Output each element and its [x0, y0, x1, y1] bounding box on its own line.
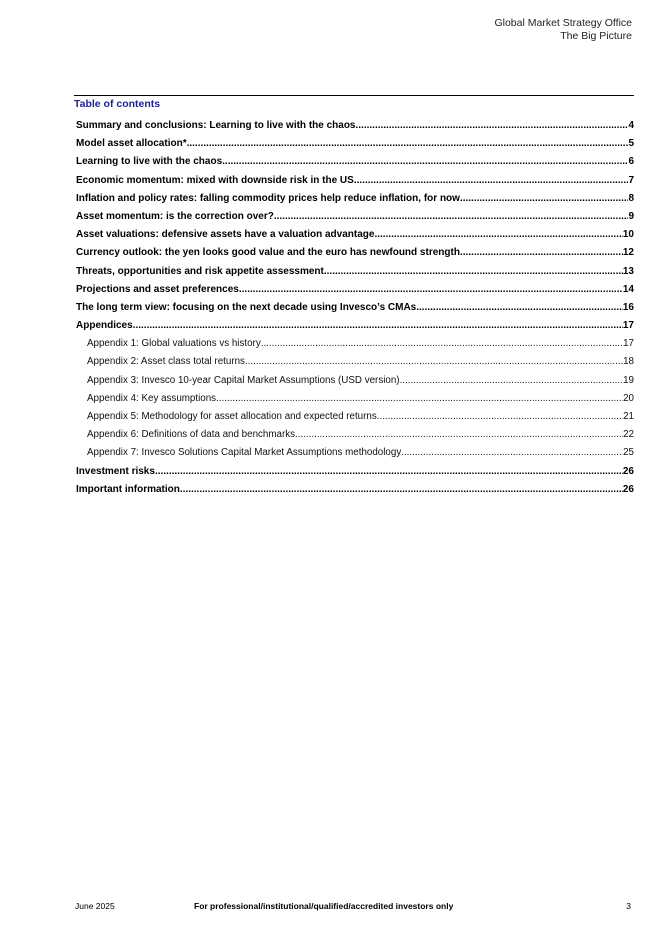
toc-entry[interactable]	[74, 138, 634, 156]
toc-entry[interactable]	[74, 229, 634, 247]
toc-entry-page-number: 6	[628, 156, 634, 168]
toc-entry[interactable]	[74, 447, 634, 465]
toc-entry[interactable]	[74, 484, 634, 502]
toc-entry-page-number: 25	[623, 447, 634, 459]
toc-entry[interactable]	[74, 247, 634, 265]
toc-dot-leader	[295, 429, 623, 441]
toc-dot-leader	[416, 302, 623, 314]
toc-entry-page-number: 22	[623, 429, 634, 441]
toc-entry-label: Appendix 2: Asset class total returns	[87, 356, 245, 368]
toc-entry-label: Inflation and policy rates: falling commodity prices help reduce inflation, for now	[76, 192, 460, 204]
toc-entry[interactable]	[74, 266, 634, 284]
toc-entry[interactable]	[74, 193, 634, 211]
toc-entry-page-number: 16	[622, 301, 634, 313]
toc-entry[interactable]	[74, 466, 634, 484]
toc-dot-leader	[216, 393, 623, 405]
toc-entry-label: Asset valuations: defensive assets have a valuation advantage	[76, 229, 375, 241]
toc-dot-leader	[133, 320, 623, 332]
toc-entry-page-number: 12	[622, 247, 634, 259]
page-header	[494, 17, 632, 42]
toc-entry[interactable]	[74, 120, 634, 138]
toc-dot-leader	[377, 411, 623, 423]
toc-entry[interactable]	[74, 211, 634, 229]
toc-entry[interactable]	[74, 375, 634, 393]
toc-entry-label: Appendices	[76, 320, 133, 332]
toc-entry-page-number: 14	[622, 283, 634, 295]
toc-dot-leader	[400, 375, 624, 387]
toc-entry[interactable]	[74, 175, 634, 193]
toc-entry-label: Appendix 7: Invesco Solutions Capital Market Assumptions methodology	[87, 447, 402, 459]
footer-page-number: 3	[626, 901, 631, 911]
toc-entry-page-number: 9	[628, 210, 634, 222]
toc-entry-label: Projections and asset preferences	[76, 283, 239, 295]
toc-entry-label: Summary and conclusions: Learning to live with the chaos	[76, 120, 356, 131]
toc-dot-leader	[374, 229, 622, 241]
header-publication-name: The Big Picture	[560, 29, 632, 42]
toc-entry-page-number: 4	[628, 120, 634, 131]
toc-dot-leader	[155, 466, 623, 478]
toc-entry-label: Model asset allocation*	[76, 138, 187, 150]
toc-entry-label: Currency outlook: the yen looks good value and the euro has newfound strength	[76, 247, 460, 259]
toc-entry-label: Asset momentum: is the correction over?	[76, 210, 274, 222]
footer-disclaimer: For professional/institutional/qualified/accredited investors only	[194, 901, 454, 911]
toc-entry-label: Important information	[76, 483, 180, 495]
toc-entry-page-number: 13	[622, 265, 634, 277]
page-footer	[75, 900, 631, 912]
toc-entry-page-number: 19	[623, 374, 634, 386]
toc-entry-page-number: 10	[622, 229, 634, 241]
toc-entry-label: Appendix 5: Methodology for asset allocation and expected returns	[87, 411, 377, 422]
toc-entry-label: Appendix 1: Global valuations vs history	[87, 338, 261, 350]
toc-title: Table of contents	[74, 98, 161, 110]
toc-entry-label: Appendix 4: Key assumptions	[87, 392, 217, 404]
toc-entry[interactable]	[74, 320, 634, 338]
header-office-name: Global Market Strategy Office	[494, 17, 632, 29]
toc-dot-leader	[324, 266, 623, 278]
toc-entry-page-number: 5	[628, 138, 634, 150]
toc-entry[interactable]	[74, 411, 634, 429]
toc-dot-leader	[460, 247, 623, 259]
toc-dot-leader	[356, 120, 629, 132]
toc-list	[74, 120, 634, 502]
toc-dot-leader	[261, 338, 623, 350]
toc-entry[interactable]	[74, 156, 634, 174]
toc-entry[interactable]	[74, 284, 634, 302]
toc-entry[interactable]	[74, 429, 634, 447]
toc-dot-leader	[187, 138, 629, 150]
toc-entry-page-number: 8	[628, 192, 634, 204]
toc-entry-page-number: 21	[623, 411, 634, 422]
toc-dot-leader	[222, 156, 628, 168]
toc-entry-page-number: 26	[622, 483, 634, 495]
toc-entry[interactable]	[74, 338, 634, 356]
toc-entry-page-number: 17	[622, 320, 634, 332]
toc-entry[interactable]	[74, 393, 634, 411]
toc-entry-label: Economic momentum: mixed with downside risk in the US	[76, 174, 354, 186]
toc-entry-label: Investment risks	[76, 465, 155, 477]
toc-entry-label: Appendix 6: Definitions of data and benchmarks	[87, 429, 296, 441]
toc-dot-leader	[274, 211, 629, 223]
toc-entry-label: The long term view: focusing on the next decade using Invesco’s CMAs	[76, 301, 417, 313]
toc-entry-label: Threats, opportunities and risk appetite assessment	[76, 265, 324, 277]
toc-entry-page-number: 17	[623, 338, 634, 350]
toc-entry-label: Appendix 3: Invesco 10-year Capital Market Assumptions (USD version)	[87, 374, 400, 386]
table-of-contents	[74, 95, 634, 502]
toc-entry[interactable]	[74, 302, 634, 320]
toc-entry[interactable]	[74, 356, 634, 374]
footer-date: June 2025	[75, 901, 115, 911]
toc-dot-leader	[245, 356, 623, 368]
toc-entry-label: Learning to live with the chaos	[76, 156, 223, 168]
toc-dot-leader	[354, 175, 629, 187]
toc-entry-page-number: 7	[628, 174, 634, 186]
toc-entry-page-number: 18	[623, 356, 634, 368]
toc-dot-leader	[460, 193, 629, 205]
toc-dot-leader	[401, 447, 623, 459]
toc-dot-leader	[180, 484, 623, 496]
toc-entry-page-number: 20	[623, 392, 634, 404]
toc-dot-leader	[239, 284, 623, 296]
toc-entry-page-number: 26	[622, 465, 634, 477]
